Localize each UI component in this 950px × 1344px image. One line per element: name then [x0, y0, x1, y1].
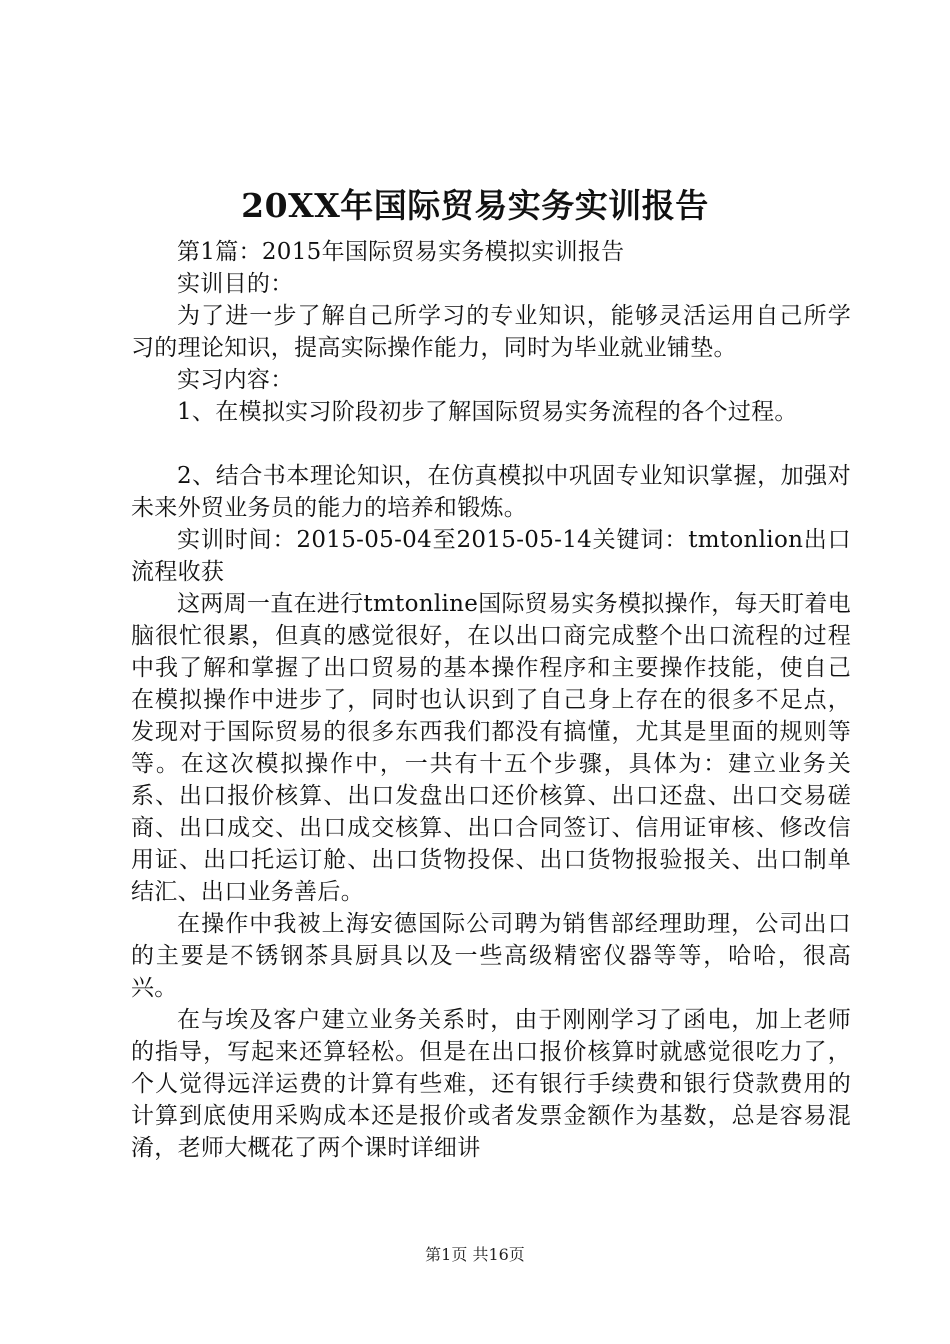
training-time-line: 实训时间：2015-05-04至2015-05-14关键词：tmtonlion出口流程收获 [131, 527, 851, 585]
page-footer: 第1页 共16页 [425, 1245, 525, 1264]
body-paragraph: 在操作中我被上海安德国际公司聘为销售部经理助理，公司出口的主要是不锈钢茶具厨具以及一些高级精密仪器等等，哈哈，很高兴。 [131, 911, 851, 1001]
chapter-heading: 第1篇：2015年国际贸易实务模拟实训报告 [177, 239, 625, 265]
content-item-1: 1、在模拟实习阶段初步了解国际贸易实务流程的各个过程。 [177, 399, 798, 425]
body-paragraph: 这两周一直在进行tmtonline国际贸易实务模拟操作，每天盯着电脑很忙很累，但真的感觉很好，在以出口商完成整个出口流程的过程中我了解和掌握了出口贸易的基本操作程序和主要操作技能，使自己在模拟操作中进步了，同时也认识到了自己身上存在的很多不足点，发现对于国际贸易的很多东西我们都没有搞懂，尤其是里面的规则等等。在这次模拟操作中，一共有十五个步骤，具体为：建立业务关系、出口报价核算、出口发盘出口还价核算、出口还盘、出口交易磋商、出口成交、出口成交核算、出口合同签订、信用证审核、修改信用证、出口托运订舱、出口货物投保、出口货物报验报关、出口制单结汇、出口业务善后。 [131, 591, 851, 905]
section-label-content: 实习内容： [177, 367, 294, 393]
purpose-paragraph: 为了进一步了解自己所学习的专业知识，能够灵活运用自己所学习的理论知识，提高实际操作能力，同时为毕业就业铺垫。 [131, 303, 851, 361]
section-label-purpose: 实训目的： [177, 271, 294, 297]
document-title: 20XX年国际贸易实务实训报告 [241, 186, 709, 225]
document-body [131, 236, 851, 1164]
content-item-2: 2、结合书本理论知识，在仿真模拟中巩固专业知识掌握，加强对未来外贸业务员的能力的培养和锻炼。 [131, 463, 851, 521]
blank-line [131, 428, 851, 460]
body-paragraph: 在与埃及客户建立业务关系时，由于刚刚学习了函电，加上老师的指导，写起来还算轻松。但是在出口报价核算时就感觉很吃力了，个人觉得远洋运费的计算有些难，还有银行手续费和银行贷款费用的计算到底使用采购成本还是报价或者发票金额作为基数，总是容易混淆，老师大概花了两个课时详细讲 [131, 1007, 851, 1161]
